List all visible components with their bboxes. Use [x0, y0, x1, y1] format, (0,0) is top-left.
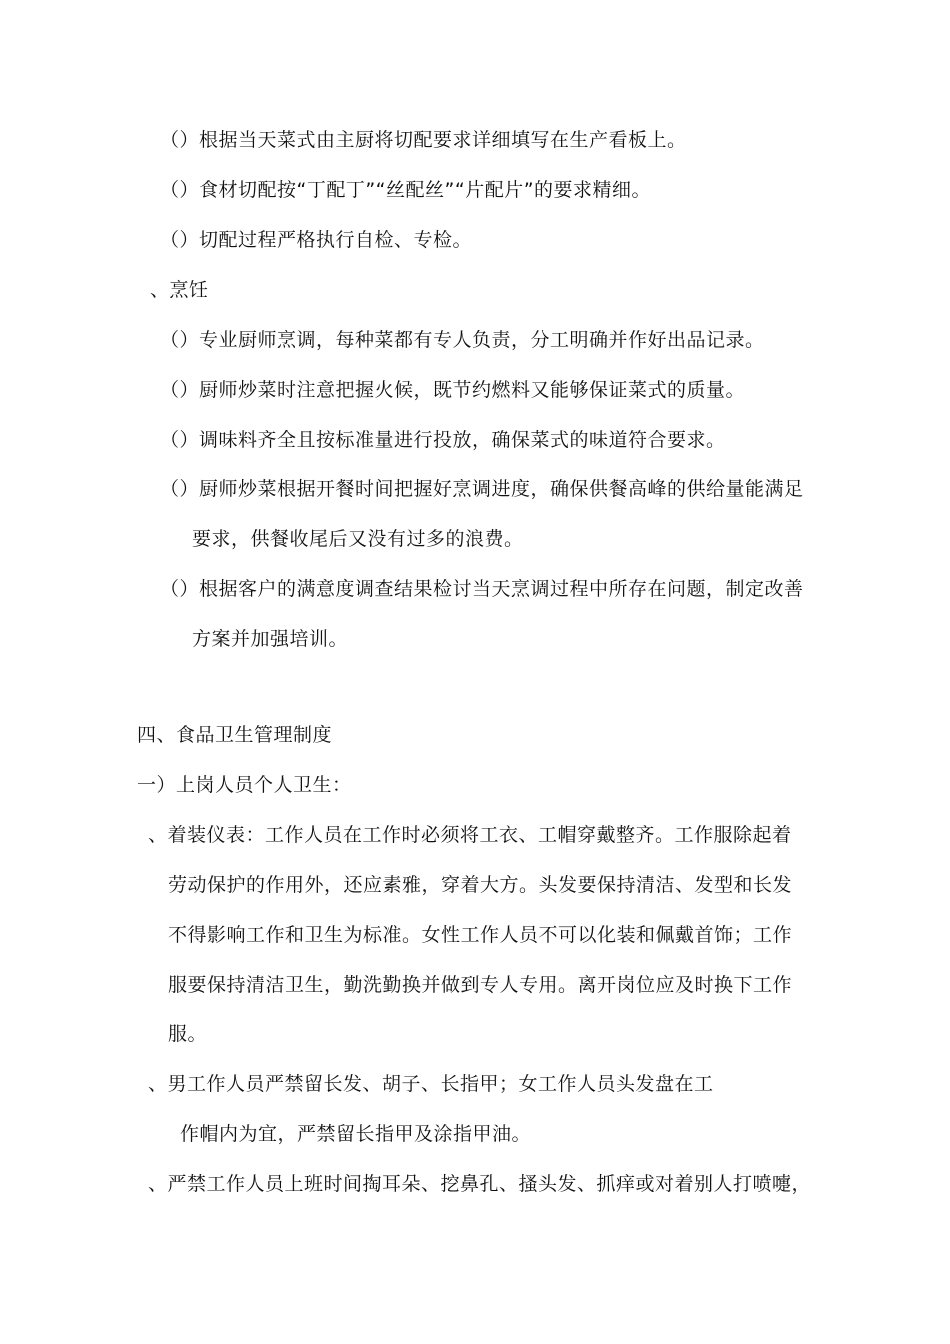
text-line: （）厨师炒菜根据开餐时间把握好烹调进度，确保供餐高峰的供给量能满足 [160, 478, 804, 500]
section-heading: 四、食品卫生管理制度 [137, 724, 333, 746]
text-line: 劳动保护的作用外，还应素雅，穿着大方。头发要保持清洁、发型和长发 [168, 874, 793, 896]
section-heading: 、烹饪 [150, 279, 209, 301]
text-line: 、男工作人员严禁留长发、胡子、长指甲；女工作人员头发盘在工 [148, 1073, 714, 1095]
text-line: 不得影响工作和卫生为标准。女性工作人员不可以化装和佩戴首饰；工作 [168, 924, 793, 946]
text-line: 服要保持清洁卫生，勤洗勤换并做到专人专用。离开岗位应及时换下工作 [168, 974, 793, 996]
text-line: （）调味料齐全且按标准量进行投放，确保菜式的味道符合要求。 [160, 429, 726, 451]
text-line: 、严禁工作人员上班时间掏耳朵、挖鼻孔、搔头发、抓痒或对着别人打喷嚏， [148, 1173, 812, 1195]
text-line: 要求，供餐收尾后又没有过多的浪费。 [192, 528, 524, 550]
text-line: （）根据客户的满意度调查结果检讨当天烹调过程中所存在问题，制定改善 [160, 578, 804, 600]
text-line: 方案并加强培训。 [192, 628, 349, 650]
subsection-heading: 一）上岗人员个人卫生： [137, 774, 352, 796]
text-line: （）根据当天菜式由主厨将切配要求详细填写在生产看板上。 [160, 129, 687, 151]
text-line: 服。 [168, 1023, 208, 1045]
text-line: 、着装仪表：工作人员在工作时必须将工衣、工帽穿戴整齐。工作服除起着 [148, 824, 792, 846]
text-line: （）厨师炒菜时注意把握火候，既节约燃料又能够保证菜式的质量。 [160, 379, 746, 401]
text-line: 作帽内为宜，严禁留长指甲及涂指甲油。 [180, 1123, 532, 1145]
text-line: （）食材切配按“丁配丁”“丝配丝”“片配片”的要求精细。 [160, 179, 652, 201]
text-line: （）专业厨师烹调，每种菜都有专人负责，分工明确并作好出品记录。 [160, 329, 765, 351]
text-line: （）切配过程严格执行自检、专检。 [160, 229, 473, 251]
